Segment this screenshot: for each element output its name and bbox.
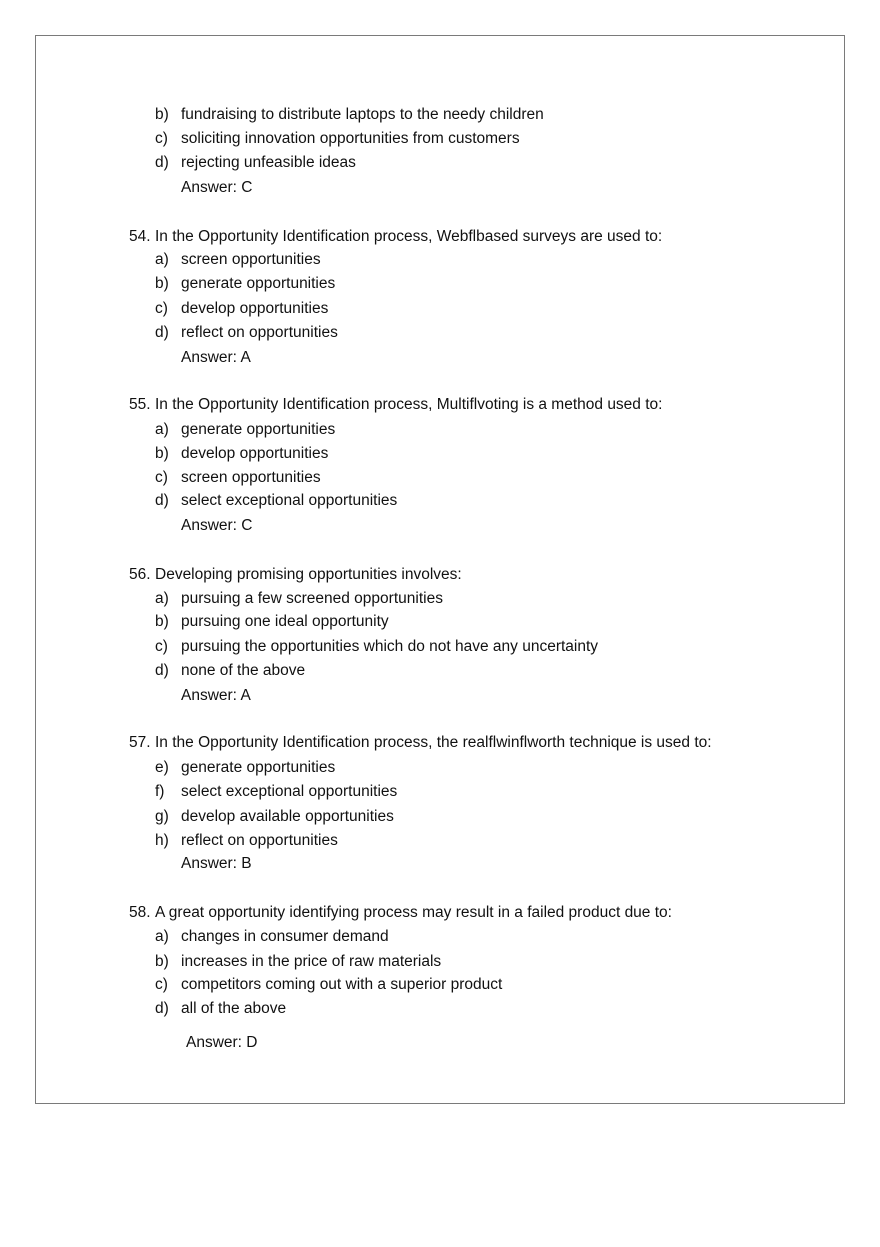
option-text: changes in consumer demand (181, 928, 389, 945)
option-text: competitors coming out with a superior product (181, 976, 503, 993)
option-letter: c) (155, 638, 168, 655)
option-letter: a) (155, 251, 169, 268)
option-letter: b) (155, 445, 169, 462)
answer-text: Answer: B (181, 855, 252, 872)
option-letter: c) (155, 300, 168, 317)
question-number: 58. (129, 904, 151, 921)
option-letter: a) (155, 590, 169, 607)
question-number: 55. (129, 396, 151, 413)
option-text: develop opportunities (181, 300, 329, 317)
option-text: soliciting innovation opportunities from customers (181, 130, 520, 147)
option-text: generate opportunities (181, 759, 336, 776)
answer-text: Answer: C (181, 517, 253, 534)
option-letter: b) (155, 275, 169, 292)
option-letter: c) (155, 130, 168, 147)
option-letter: b) (155, 953, 169, 970)
answer-text: Answer: A (181, 349, 251, 366)
option-text: screen opportunities (181, 251, 321, 268)
option-letter: g) (155, 808, 169, 825)
question-stem: A great opportunity identifying process may result in a failed product due to: (155, 904, 672, 921)
option-text: generate opportunities (181, 421, 336, 438)
option-text: pursuing a few screened opportunities (181, 590, 443, 607)
option-letter: a) (155, 928, 169, 945)
option-text: select exceptional opportunities (181, 783, 398, 800)
option-text: increases in the price of raw materials (181, 953, 442, 970)
question-stem: Developing promising opportunities involves: (155, 566, 462, 583)
option-letter: d) (155, 1000, 169, 1017)
option-letter: d) (155, 492, 169, 509)
option-text: screen opportunities (181, 469, 321, 486)
option-text: fundraising to distribute laptops to the needy children (181, 106, 544, 123)
option-letter: d) (155, 154, 169, 171)
option-letter: d) (155, 324, 169, 341)
option-letter: d) (155, 662, 169, 679)
option-letter: f) (155, 783, 165, 800)
option-text: all of the above (181, 1000, 287, 1017)
option-text: select exceptional opportunities (181, 492, 398, 509)
option-text: develop opportunities (181, 445, 329, 462)
option-letter: b) (155, 106, 169, 123)
option-letter: a) (155, 421, 169, 438)
question-number: 54. (129, 228, 151, 245)
option-text: pursuing one ideal opportunity (181, 613, 389, 630)
question-number: 56. (129, 566, 151, 583)
question-stem: In the Opportunity Identification process, the realflwinflworth technique is used to: (155, 734, 712, 751)
option-letter: b) (155, 613, 169, 630)
option-text: generate opportunities (181, 275, 336, 292)
option-text: none of the above (181, 662, 306, 679)
option-letter: c) (155, 976, 168, 993)
option-text: pursuing the opportunities which do not have any uncertainty (181, 638, 599, 655)
option-text: reflect on opportunities (181, 832, 338, 849)
option-text: reflect on opportunities (181, 324, 338, 341)
question-stem: In the Opportunity Identification process, Webflbased surveys are used to: (155, 228, 663, 245)
answer-text: Answer: C (181, 179, 253, 196)
option-text: rejecting unfeasible ideas (181, 154, 356, 171)
option-letter: c) (155, 469, 168, 486)
option-letter: h) (155, 832, 169, 849)
question-stem: In the Opportunity Identification process, Multiflvoting is a method used to: (155, 396, 663, 413)
option-text: develop available opportunities (181, 808, 394, 825)
question-number: 57. (129, 734, 151, 751)
answer-text: Answer: D (186, 1034, 258, 1051)
option-letter: e) (155, 759, 169, 776)
answer-text: Answer: A (181, 687, 251, 704)
